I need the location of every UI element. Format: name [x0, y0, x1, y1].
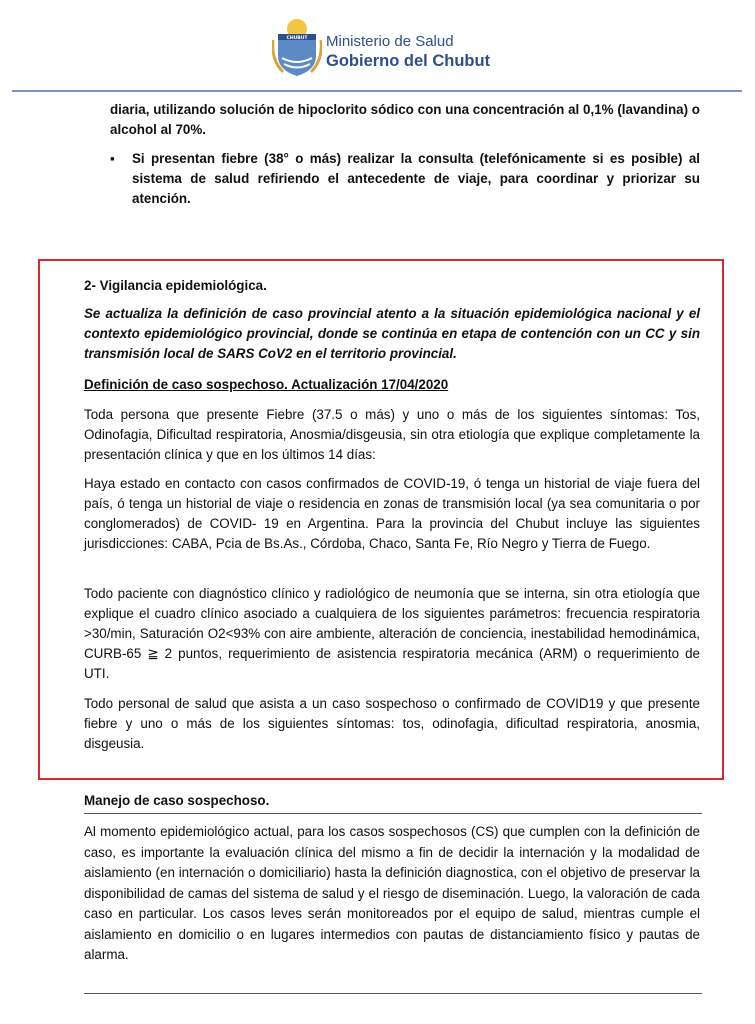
paragraph-text: Toda persona que presente Fiebre (37.5 o más) y uno o más de los siguientes síntomas: Tos, Odinofagia, Dificultad respiratoria, Anosmia/disgeusia, sin otra etiología que explique completamente la presentación clínica y que en los últimos 14 días: — [84, 407, 700, 462]
manejo-title: Manejo de caso sospechoso. — [84, 793, 270, 808]
manejo-divider — [84, 813, 702, 814]
definition-paragraph-2 — [84, 474, 700, 554]
manejo-body — [84, 822, 700, 966]
paragraph-text: Al momento epidemiológico actual, para los casos sospechosos (CS) que cumplen con la definición de caso, es importante la evaluación clínica del mismo a fin de decidir la internación y la modalidad de aislamiento (en internación o domiciliario) hasta la definición diagnostica, con el objetivo de preservar la disponibilidad de camas del sistema de salud y el riesgo de diseminación. Luego, la valoración de cada caso en particular. Los casos leves serán monitoreados por el equipo de salud, mientras cumple el aislamiento en domicilio o en lugares intermedios con pautas de distanciamiento físico y pautas de alarma. — [84, 824, 700, 962]
definition-paragraph-1 — [84, 405, 700, 465]
header-divider — [12, 90, 742, 92]
paragraph-text: Todo personal de salud que asista a un caso sospechoso o confirmado de COVID19 y que presente fiebre y uno o más de los siguientes síntomas: tos, odinofagia, dificultad respiratoria, anosmia, disgeusia. — [84, 696, 700, 751]
ministry-name: Ministerio de Salud — [326, 33, 454, 50]
ministry-logo — [272, 18, 497, 78]
definition-paragraph-3 — [84, 584, 700, 684]
bullet-text: Si presentan fiebre (38° o más) realizar la consulta (telefónicamente si es posible) al sistema de salud refiriendo el antecedente de viaje, para coordinar y priorizar su atención. — [132, 151, 700, 206]
government-name: Gobierno del Chubut — [326, 52, 491, 70]
definition-paragraph-4 — [84, 694, 700, 754]
section-heading: 2- Vigilancia epidemiológica. — [84, 278, 267, 293]
paragraph-text: Todo paciente con diagnóstico clínico y radiológico de neumonía que se interna, sin otra etiología que explique el cuadro clínico asociado a cualquiera de los siguientes parámetros: frecuencia respiratoria >30/min, Saturación O2<93% con aire ambiente, alteración de conciencia, inestabilidad hemodinámica, CURB-65 ≧ 2 puntos, requerimiento de asistencia respiratoria mecánica (ARM) o requerimiento de UTI. — [84, 586, 700, 681]
continuation-block — [110, 100, 700, 209]
continuation-line: diaria, utilizando solución de hipoclorito sódico con una concentración al 0,1% (lavandina) o alcohol al 70%. — [110, 102, 700, 137]
bullet-icon: ▪ — [110, 151, 115, 166]
section-intro: Se actualiza la definición de caso provincial atento a la situación epidemiológica nacional y el contexto epidemiológico provincial, donde se continúa en etapa de contención con un CC y sin transmisión local de SARS CoV2 en el territorio provincial. — [84, 306, 700, 361]
chubut-crest-icon — [272, 18, 322, 78]
definition-title: Definición de caso sospechoso. Actualización 17/04/2020 — [84, 377, 449, 392]
footer-divider — [84, 993, 702, 994]
crest-text: CHUBUT — [286, 36, 308, 41]
paragraph-text: Haya estado en contacto con casos confirmados de COVID-19, ó tenga un historial de viaje fuera del país, ó tenga un historial de viaje o residencia en zonas de transmisión local (ya sea comunitaria o por conglomerados) de COVID- 19 en Argentina. Para la provincia del Chubut incluye las siguientes jurisdicciones: CABA, Pcia de Bs.As., Córdoba, Chaco, Santa Fe, Río Negro y Tierra de Fuego. — [84, 476, 700, 551]
page-header — [0, 0, 755, 92]
list-item — [110, 149, 700, 209]
